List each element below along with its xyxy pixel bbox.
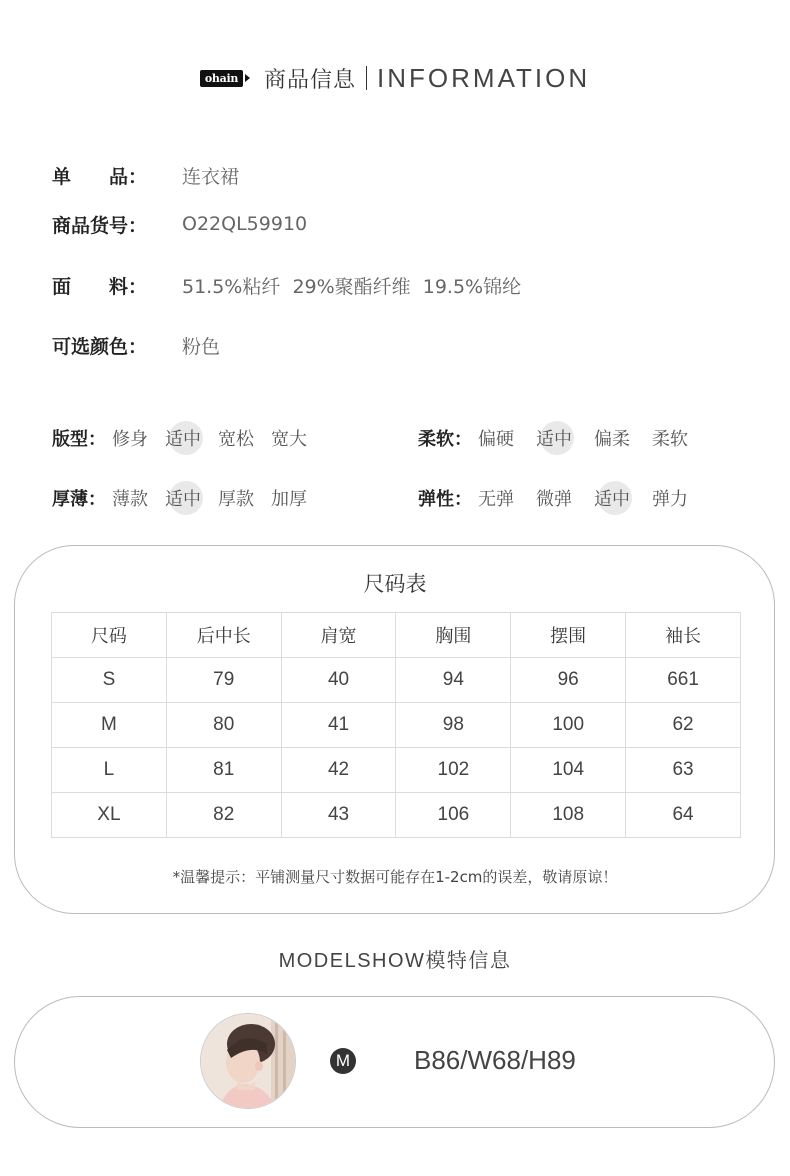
table-row bbox=[52, 748, 741, 793]
table-cell: XL bbox=[52, 793, 167, 838]
model-portrait-image bbox=[201, 1014, 296, 1109]
size-chart-note: *温馨提示：平铺测量尺寸数据可能存在1-2cm的误差，敬请原谅！ bbox=[172, 868, 618, 886]
attr-option-selected: 适中 bbox=[165, 485, 201, 511]
table-cell: S bbox=[52, 658, 167, 703]
table-row bbox=[52, 703, 741, 748]
info-row-item bbox=[52, 160, 239, 190]
info-value: 51.5%粘纤 29%聚酯纤维 19.5%锦纶 bbox=[182, 275, 522, 298]
info-row-color bbox=[52, 330, 220, 360]
table-cell: 63 bbox=[626, 748, 741, 793]
table-header-cell: 尺码 bbox=[52, 613, 167, 658]
attr-option: 薄款 bbox=[112, 489, 148, 510]
table-cell: 62 bbox=[626, 703, 741, 748]
info-label: 单 品： bbox=[52, 165, 148, 188]
table-cell: 80 bbox=[166, 703, 281, 748]
attr-option: 弹力 bbox=[652, 489, 688, 510]
attr-option-selected: 适中 bbox=[165, 425, 201, 451]
model-size-badge: M bbox=[330, 1048, 356, 1074]
model-measurements: B86/W68/H89 bbox=[414, 1045, 576, 1075]
model-avatar bbox=[200, 1013, 296, 1109]
table-header-cell: 摆围 bbox=[511, 613, 626, 658]
attr-label: 弹性： bbox=[418, 489, 472, 510]
table-header-cell: 肩宽 bbox=[281, 613, 396, 658]
table-cell: 82 bbox=[166, 793, 281, 838]
size-chart-title: 尺码表 bbox=[363, 572, 427, 596]
table-cell: 104 bbox=[511, 748, 626, 793]
table-row bbox=[52, 658, 741, 703]
info-value: O22QL59910 bbox=[182, 213, 308, 235]
table-cell: 102 bbox=[396, 748, 511, 793]
size-chart-table bbox=[51, 612, 741, 838]
attr-option: 厚款 bbox=[218, 489, 254, 510]
attr-label: 柔软： bbox=[418, 429, 472, 450]
table-cell: 40 bbox=[281, 658, 396, 703]
table-cell: 98 bbox=[396, 703, 511, 748]
attr-option: 偏柔 bbox=[594, 429, 630, 450]
table-cell: 106 bbox=[396, 793, 511, 838]
attr-option: 修身 bbox=[112, 429, 148, 450]
attr-option: 宽大 bbox=[271, 429, 307, 450]
info-label: 面 料： bbox=[52, 275, 148, 298]
attr-option: 加厚 bbox=[271, 489, 307, 510]
header-title-cn: 商品信息 bbox=[264, 67, 357, 93]
attr-elasticity bbox=[418, 482, 705, 514]
info-row-sku bbox=[52, 209, 307, 239]
header-divider bbox=[366, 66, 367, 90]
info-value: 粉色 bbox=[182, 335, 221, 358]
attr-label: 版型： bbox=[52, 429, 106, 450]
table-cell: L bbox=[52, 748, 167, 793]
table-cell: 64 bbox=[626, 793, 741, 838]
model-section-title: MODELSHOW模特信息 bbox=[278, 950, 512, 972]
brand-logo-text: ohain bbox=[200, 70, 243, 87]
attr-option: 宽松 bbox=[218, 429, 254, 450]
table-cell: 108 bbox=[511, 793, 626, 838]
table-cell: 94 bbox=[396, 658, 511, 703]
attr-softness bbox=[418, 422, 705, 454]
table-cell: 81 bbox=[166, 748, 281, 793]
table-row bbox=[52, 793, 741, 838]
table-cell: 42 bbox=[281, 748, 396, 793]
attr-option: 无弹 bbox=[478, 489, 514, 510]
attr-option: 偏硬 bbox=[478, 429, 514, 450]
attr-option: 柔软 bbox=[652, 429, 688, 450]
table-cell: 43 bbox=[281, 793, 396, 838]
table-header-row bbox=[52, 613, 741, 658]
table-header-cell: 袖长 bbox=[626, 613, 741, 658]
section-header bbox=[0, 60, 790, 96]
info-label: 商品货号： bbox=[52, 214, 148, 237]
attr-option-selected: 适中 bbox=[594, 485, 630, 511]
table-cell: M bbox=[52, 703, 167, 748]
logo-arrow-icon bbox=[245, 74, 250, 82]
table-header-cell: 胸围 bbox=[396, 613, 511, 658]
table-cell: 79 bbox=[166, 658, 281, 703]
header-title-en: INFORMATION bbox=[377, 62, 591, 93]
table-header-cell: 后中长 bbox=[166, 613, 281, 658]
table-cell: 661 bbox=[626, 658, 741, 703]
table-cell: 96 bbox=[511, 658, 626, 703]
attr-label: 厚薄： bbox=[52, 489, 106, 510]
brand-logo bbox=[200, 70, 250, 87]
attr-fit bbox=[52, 422, 324, 454]
info-row-fabric bbox=[52, 270, 521, 300]
table-cell: 100 bbox=[511, 703, 626, 748]
attr-thickness bbox=[52, 482, 324, 514]
info-label: 可选颜色： bbox=[52, 335, 148, 358]
attr-option-selected: 适中 bbox=[536, 425, 572, 451]
info-value: 连衣裙 bbox=[182, 165, 240, 188]
model-info-card bbox=[14, 996, 775, 1128]
attr-option: 微弹 bbox=[536, 489, 572, 510]
table-cell: 41 bbox=[281, 703, 396, 748]
